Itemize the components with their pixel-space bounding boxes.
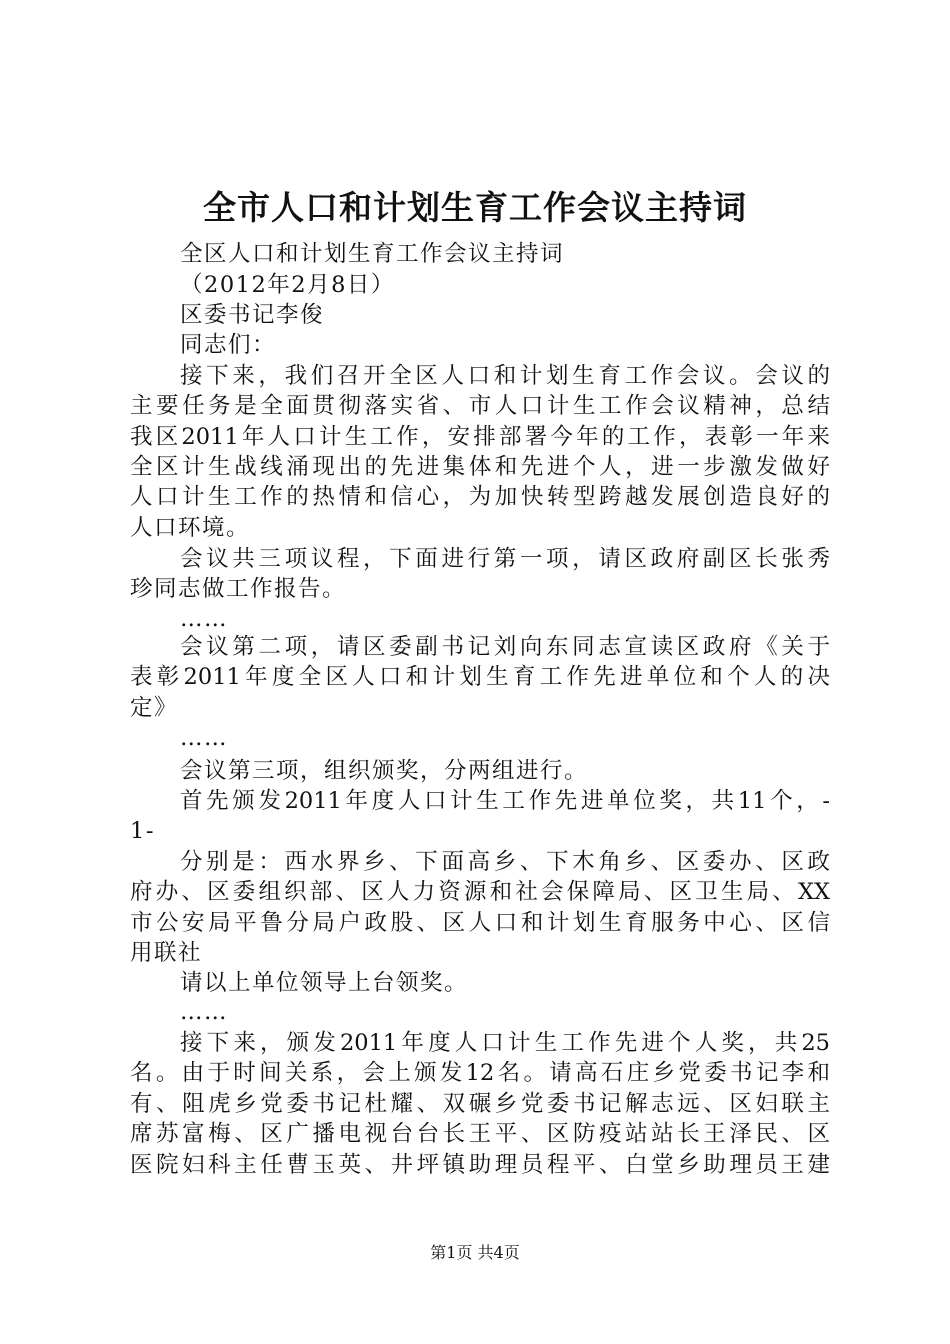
speaker-line: 区委书记李俊 (180, 302, 325, 328)
body-line: 用联社 (130, 940, 203, 966)
ellipsis-line: …… (180, 999, 228, 1025)
body-line: 接下来，颁发2011年度人口计生工作先进个人奖，共25 (180, 1030, 830, 1056)
page-footer: 第1页 共4页 (430, 1243, 520, 1262)
page-marker-line: 1- (130, 818, 155, 844)
body-line: 会议共三项议程，下面进行第一项，请区政府副区长张秀 (180, 546, 830, 572)
body-line: 珍同志做工作报告。 (130, 576, 347, 602)
body-line: 府办、区委组织部、区人力资源和社会保障局、区卫生局、XX (130, 879, 830, 905)
body-line: 名。由于时间关系，会上颁发12名。请高石庄乡党委书记李和 (130, 1060, 830, 1086)
body-line: 医院妇科主任曹玉英、井坪镇助理员程平、白堂乡助理员王建 (130, 1152, 830, 1178)
body-line: 接下来，我们召开全区人口和计划生育工作会议。会议的 (180, 363, 830, 389)
body-line: 有、阻虎乡党委书记杜耀、双碾乡党委书记解志远、区妇联主 (130, 1091, 830, 1117)
body-line: 主要任务是全面贯彻落实省、市人口计生工作会议精神，总结 (130, 393, 830, 419)
subtitle-line: 全区人口和计划生育工作会议主持词 (180, 241, 565, 267)
body-line: 请以上单位领导上台领奖。 (180, 970, 469, 996)
body-line: 表彰2011年度全区人口和计划生育工作先进单位和个人的决 (130, 664, 830, 690)
body-line: 席苏富梅、区广播电视台台长王平、区防疫站站长王泽民、区 (130, 1121, 830, 1147)
ellipsis-line: …… (180, 725, 228, 751)
body-line: 定》 (130, 695, 179, 721)
body-line: 人口环境。 (130, 515, 251, 541)
body-line: 全区计生战线涌现出的先进集体和先进个人，进一步激发做好 (130, 454, 830, 480)
body-line: 会议第三项，组织颁奖，分两组进行。 (180, 758, 589, 784)
body-line: 我区2011年人口计生工作，安排部署今年的工作，表彰一年来 (130, 424, 830, 450)
document-title: 全市人口和计划生育工作会议主持词 (203, 188, 747, 227)
salutation-line: 同志们： (180, 332, 277, 358)
date-line: （2012年2月8日） (180, 272, 395, 298)
body-line: 市公安局平鲁分局户政股、区人口和计划生育服务中心、区信 (130, 910, 830, 936)
body-line: 会议第二项，请区委副书记刘向东同志宣读区政府《关于 (180, 634, 830, 660)
body-line: 分别是：西水界乡、下面高乡、下木角乡、区委办、区政 (180, 849, 830, 875)
body-line: 首先颁发2011年度人口计生工作先进单位奖，共11个，- (180, 788, 830, 814)
ellipsis-line: …… (180, 606, 228, 632)
body-line: 人口计生工作的热情和信心，为加快转型跨越发展创造良好的 (130, 484, 830, 510)
